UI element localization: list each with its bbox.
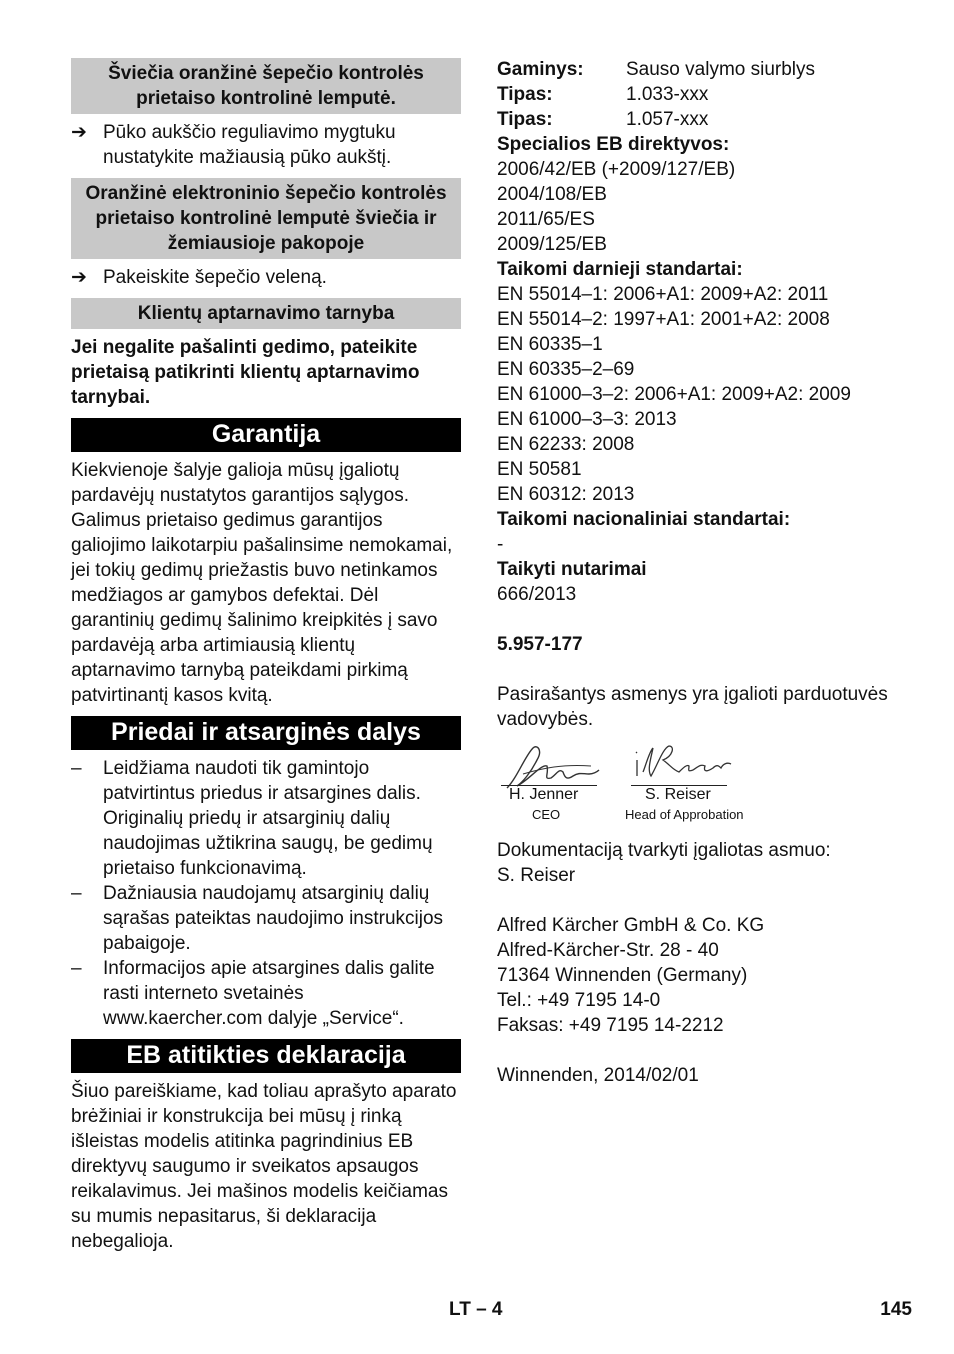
place-date: Winnenden, 2014/02/01 [497,1065,699,1086]
right-column [497,57,917,1088]
list-item-text: Leidžiama naudoti tik gamintojo patvirtintus priedus ir atsargines dalis. Originalių priedų ir atsarginių dalių naudojimas užtikrina saugų, be gedimų prietaiso funkcionavimą. [103,758,433,879]
list-item: – Dažniausia naudojamų atsarginių dalių sąrašas pateiktas naudojimo instrukcijos pabaigoje. [71,881,461,956]
arrow-right-icon: ➔ [71,122,87,143]
signature-block [497,740,917,850]
eu-declaration-text: Šiuo pareiškiame, kad toliau aprašyto aparato brėžiniai ir konstrukcija bei mūsų į rinką išleistas modelis atitinka pagrindinius EB direktyvų saugumo ir sveikatos apsaugos reikalavimus. Jei mašinos modelis keičiamas su mumis nepasitarus, ši deklaracija nebegalioja. [71,1081,457,1252]
signer-role: CEO [532,807,561,822]
company-line: Alfred-Kärcher-Str. 28 - 40 [497,940,719,961]
directive-item: 2004/108/EB [497,184,607,205]
signer-role: Head of Approbation [625,807,744,822]
left-column [71,58,461,1254]
instruction-step [71,120,461,170]
decisions-title: Taikyti nutarimai [497,559,647,580]
list-item: – Leidžiama naudoti tik gamintojo patvirtintus priedus ir atsargines dalis. Originalių priedų ir atsarginių dalių naudojimas užtikrina saugų, be gedimų prietaiso funkcionavimą. [71,756,461,881]
warranty-text: Kiekvienoje šalyje galioja mūsų įgaliotų pardavėjų nustatytos garantijos sąlygos. Galimus prietaiso gedimus garantijos galiojimo laikotarpiu pašalinsime nemokamai, jei tokių gedimų priežastis buvo netinkamos medžiagos ar gamybos defektai. Dėl garantinių gedimų šalinimo kreipkitės į savo pardavėją arba artimiausią klientų aptarnavimo tarnybą pateikdami pirkimą patvirtinantį kasos kvitą. [71,460,453,706]
product-row: Tipas: 1.057-xxx [497,109,709,130]
doc-authorized-line: Dokumentaciją tvarkyti įgaliotas asmuo: [497,840,831,861]
signature-reiser-icon [633,742,733,782]
standard-item: EN 55014–1: 2006+A1: 2009+A2: 2011 [497,284,829,305]
standard-item: EN 62233: 2008 [497,434,635,455]
standard-item: EN 60335–1 [497,334,603,355]
arrow-right-icon: ➔ [71,267,87,288]
list-item-text: Dažniausia naudojamų atsarginių dalių sąrašas pateiktas naudojimo instrukcijos pabaigoje. [103,883,444,954]
directive-item: 2009/125/EB [497,234,607,255]
section-heading-brush-indicator: Šviečia oranžinė šepečio kontrolės prietaiso kontrolinė lemputė. [71,58,461,114]
customer-service-text: Jei negalite pašalinti gedimo, pateikite prietaisą patikrinti klientų aptarnavimo tarnybai. [71,337,420,408]
decisions-value: 666/2013 [497,584,577,605]
company-line: Faksas: +49 7195 14-2212 [497,1015,724,1036]
company-line: 71364 Winnenden (Germany) [497,965,748,986]
section-heading-eu-declaration: EB atitikties deklaracija [71,1039,461,1073]
standard-item: EN 60335–2–69 [497,359,635,380]
section-heading-accessories: Priedai ir atsarginės dalys [71,716,461,750]
standard-item: EN 60312: 2013 [497,484,635,505]
national-standards-value: - [497,534,504,555]
list-item-text: Informacijos apie atsargines dalis galite rasti interneto svetainės www.kaercher.com dalyje „Service“. [103,958,435,1029]
section-heading-electronic-brush: Oranžinė elektroninio šepečio kontrolės prietaiso kontrolinė lemputė šviečia ir žemiausioje pakopoje [71,178,461,259]
signer-name: S. Reiser [645,786,711,803]
standard-item: EN 61000–3–2: 2006+A1: 2009+A2: 2009 [497,384,851,405]
company-line: Tel.: +49 7195 14-0 [497,990,661,1011]
signatories-text: Pasirašantys asmenys yra įgalioti parduotuvės vadovybės. [497,684,888,730]
standard-item: EN 61000–3–3: 2013 [497,409,677,430]
standard-item: EN 50581 [497,459,582,480]
signer-name: H. Jenner [509,786,579,803]
instruction-text: Pakeiskite šepečio veleną. [103,267,327,288]
directive-item: 2006/42/EB (+2009/127/EB) [497,159,736,180]
page-number: 145 [880,1299,912,1320]
list-item: – Informacijos apie atsargines dalis galite rasti interneto svetainės www.kaercher.com dalyje „Service“. [71,956,461,1031]
directive-item: 2011/65/ES [497,209,595,230]
doc-authorized-name: S. Reiser [497,865,576,886]
national-standards-title: Taikomi nacionaliniai standartai: [497,509,791,530]
product-row: Gaminys: Sauso valymo siurblys [497,59,816,80]
instruction-text: Pūko aukščio reguliavimo mygtuku nustatykite mažiausią pūko aukštį. [103,122,396,168]
standard-item: EN 55014–2: 1997+A1: 2001+A2: 2008 [497,309,830,330]
document-number: 5.957-177 [497,634,583,655]
directives-title: Specialios EB direktyvos: [497,134,730,155]
section-heading-warranty: Garantija [71,418,461,452]
instruction-step [71,265,461,290]
product-row: Tipas: 1.033-xxx [497,84,709,105]
company-line: Alfred Kärcher GmbH & Co. KG [497,915,765,936]
standards-title: Taikomi darnieji standartai: [497,259,743,280]
section-footer-label: LT – 4 [449,1299,503,1320]
section-heading-customer-service: Klientų aptarnavimo tarnyba [71,298,461,329]
